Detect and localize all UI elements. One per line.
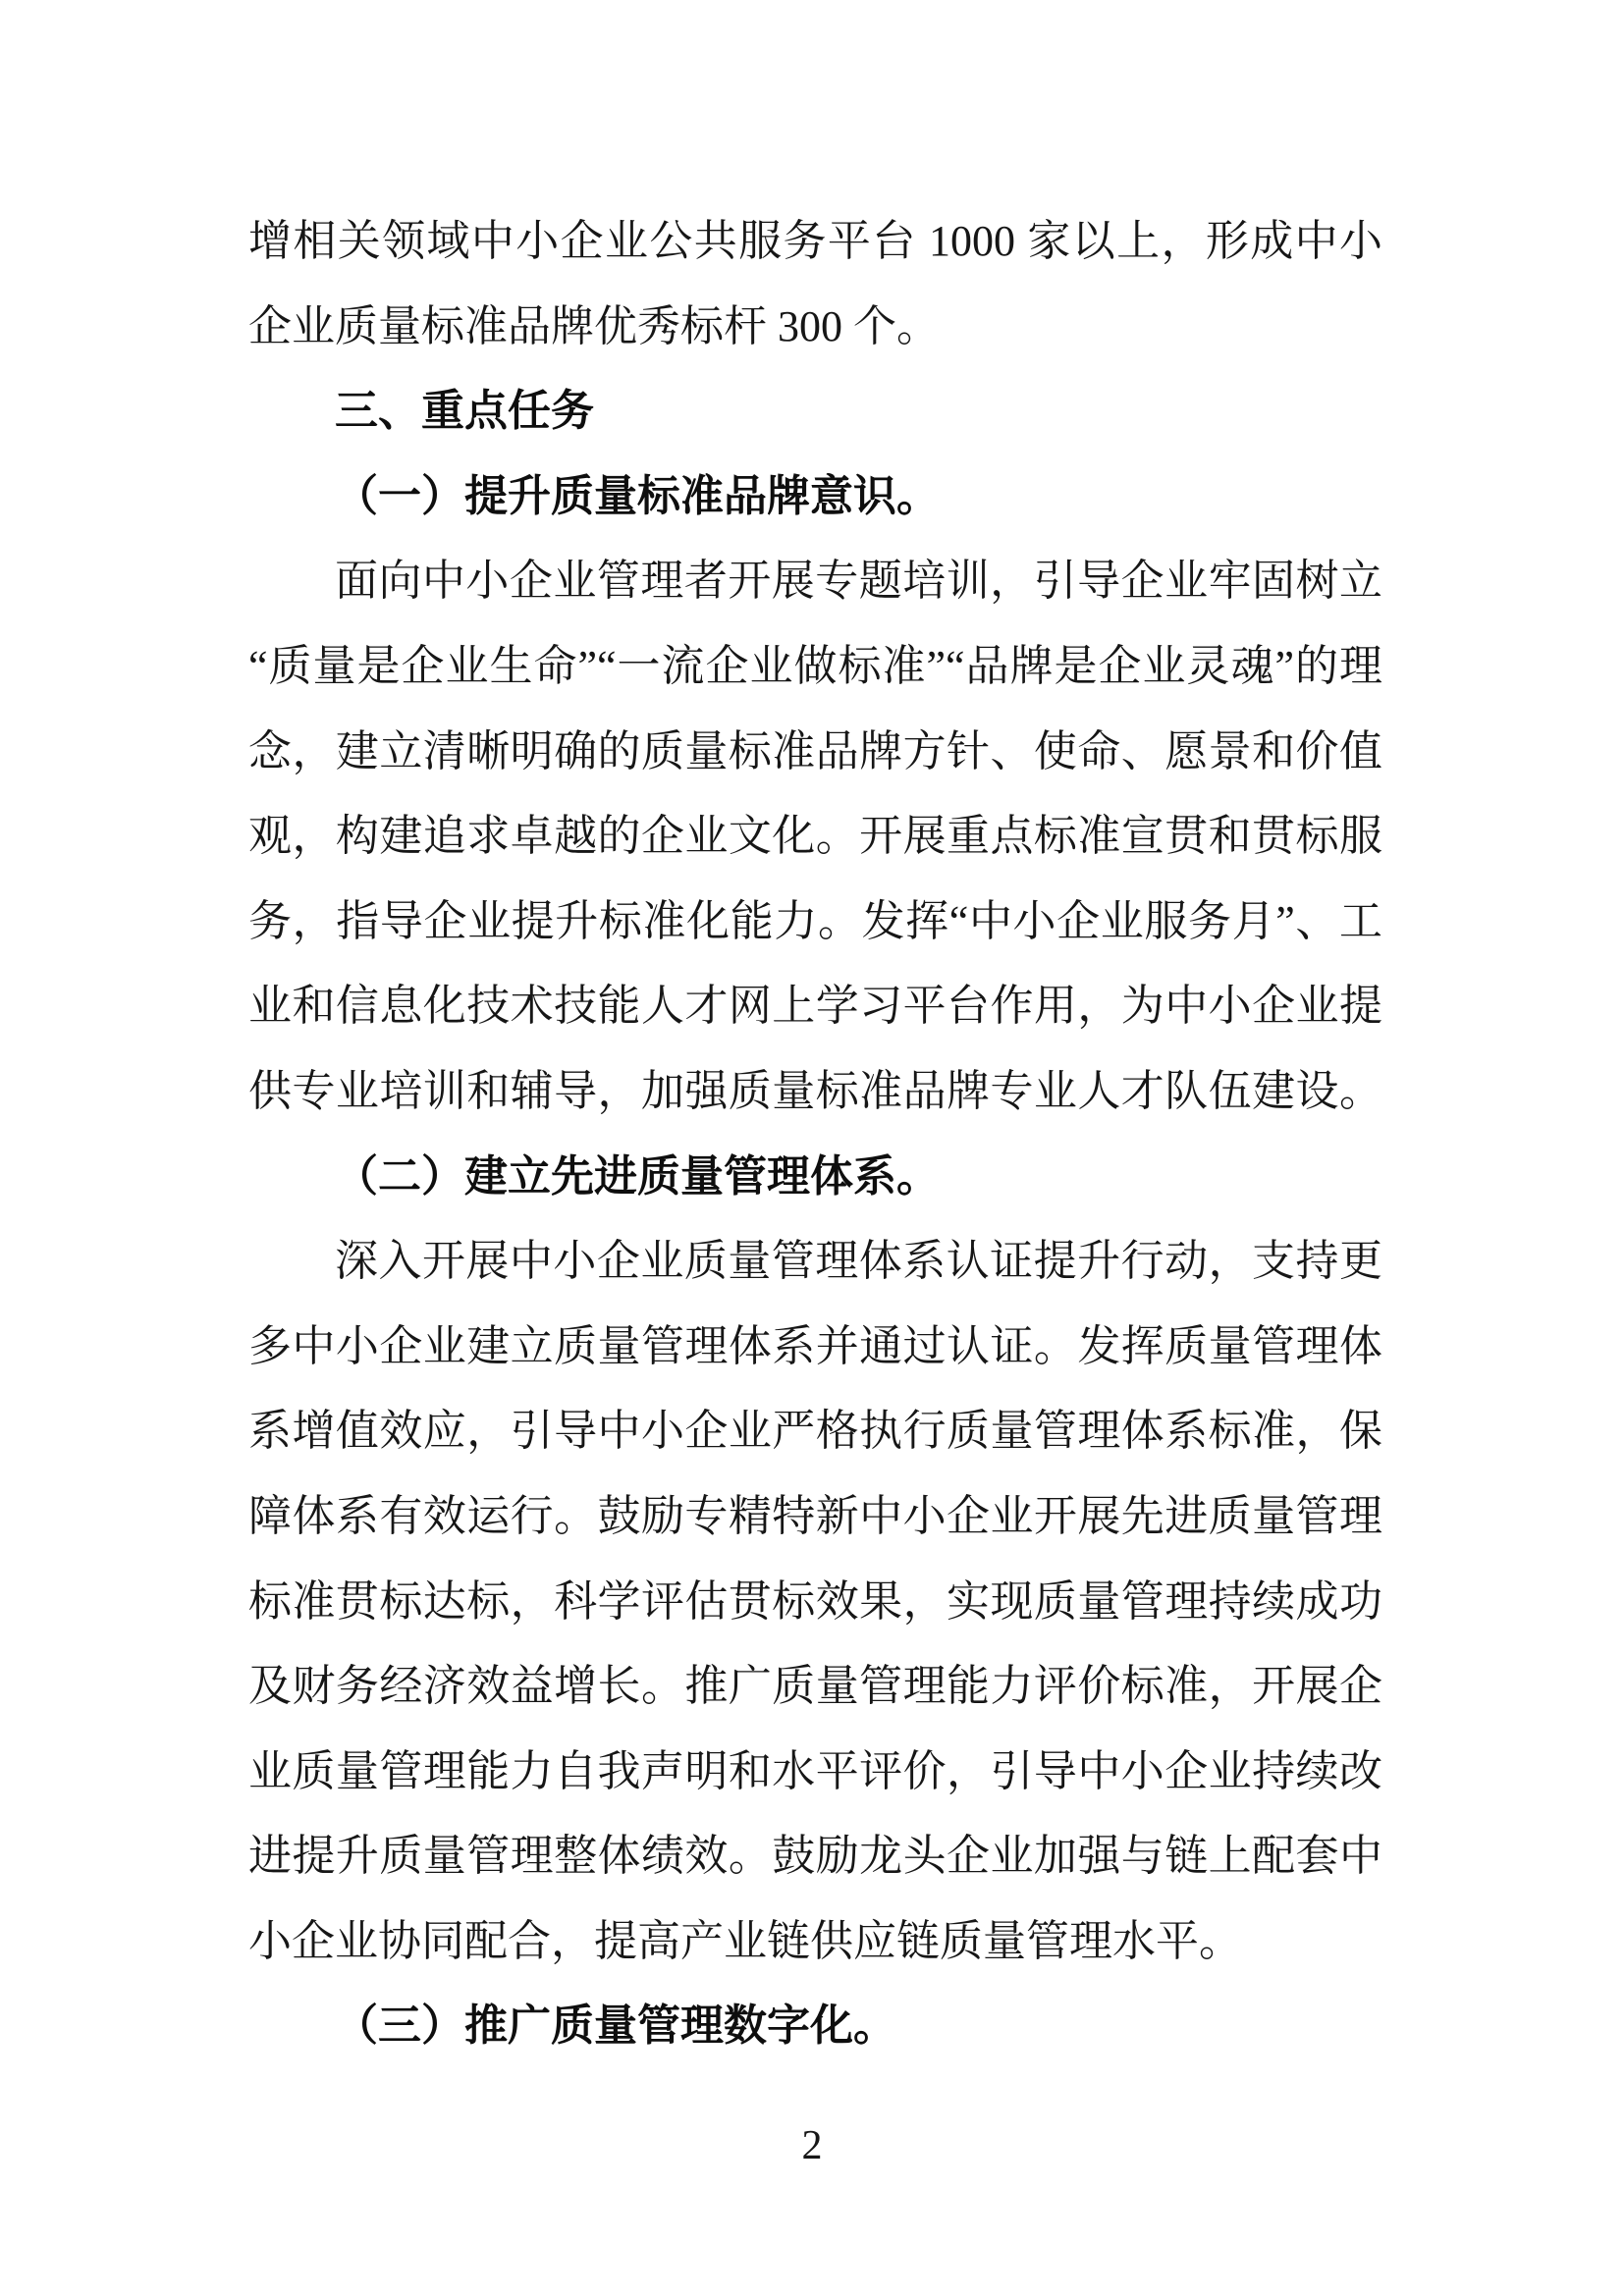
body-text-line: 业质量管理能力自我声明和水平评价，引导中小企业持续改: [248, 1746, 1382, 1795]
body-text-line: 供专业培训和辅导，加强质量标准品牌专业人才队伍建设。: [248, 1066, 1382, 1115]
body-text-line: 业和信息化技术技能人才网上学习平台作用，为中小企业提: [248, 982, 1382, 1031]
subsection-heading: （三）推广质量管理数字化。: [335, 2002, 896, 2051]
section-heading: 三、重点任务: [335, 387, 594, 436]
body-text-line: 企业质量标准品牌优秀标杆 300 个。: [248, 301, 940, 350]
body-text-line: “质量是企业生命”“一流企业做标准”“品牌是企业灵魂”的理: [248, 641, 1382, 690]
body-text-line: 观，构建追求卓越的企业文化。开展重点标准宣贯和贯标服: [248, 812, 1382, 861]
body-text-line: 面向中小企业管理者开展专题培训，引导企业牢固树立: [335, 557, 1382, 606]
body-text-line: 标准贯标达标，科学评估贯标效果，实现质量管理持续成功: [248, 1576, 1382, 1626]
body-text-line: 障体系有效运行。鼓励专精特新中小企业开展先进质量管理: [248, 1491, 1382, 1540]
body-text-line: 增相关领域中小企业公共服务平台 1000 家以上，形成中小: [248, 217, 1382, 265]
body-text-line: 进提升质量管理整体绩效。鼓励龙头企业加强与链上配套中: [248, 1832, 1382, 1881]
body-text-line: 务，指导企业提升标准化能力。发挥“中小企业服务月”、工: [248, 896, 1382, 945]
body-text-line: 小企业协同配合，提高产业链供应链质量管理水平。: [248, 1916, 1242, 1965]
body-text-line: 深入开展中小企业质量管理体系认证提升行动，支持更: [335, 1237, 1382, 1286]
subsection-heading: （二）建立先进质量管理体系。: [335, 1151, 940, 1201]
page-number: 2: [801, 2123, 823, 2168]
body-text-line: 多中小企业建立质量管理体系并通过认证。发挥质量管理体: [248, 1321, 1382, 1370]
subsection-heading: （一）提升质量标准品牌意识。: [335, 471, 940, 520]
body-text-line: 系增值效应，引导中小企业严格执行质量管理体系标准，保: [248, 1407, 1382, 1456]
body-text-line: 及财务经济效益增长。推广质量管理能力评价标准，开展企: [248, 1662, 1382, 1711]
body-text-line: 念，建立清晰明确的质量标准品牌方针、使命、愿景和价值: [248, 726, 1382, 775]
document-body: [248, 199, 1382, 2069]
